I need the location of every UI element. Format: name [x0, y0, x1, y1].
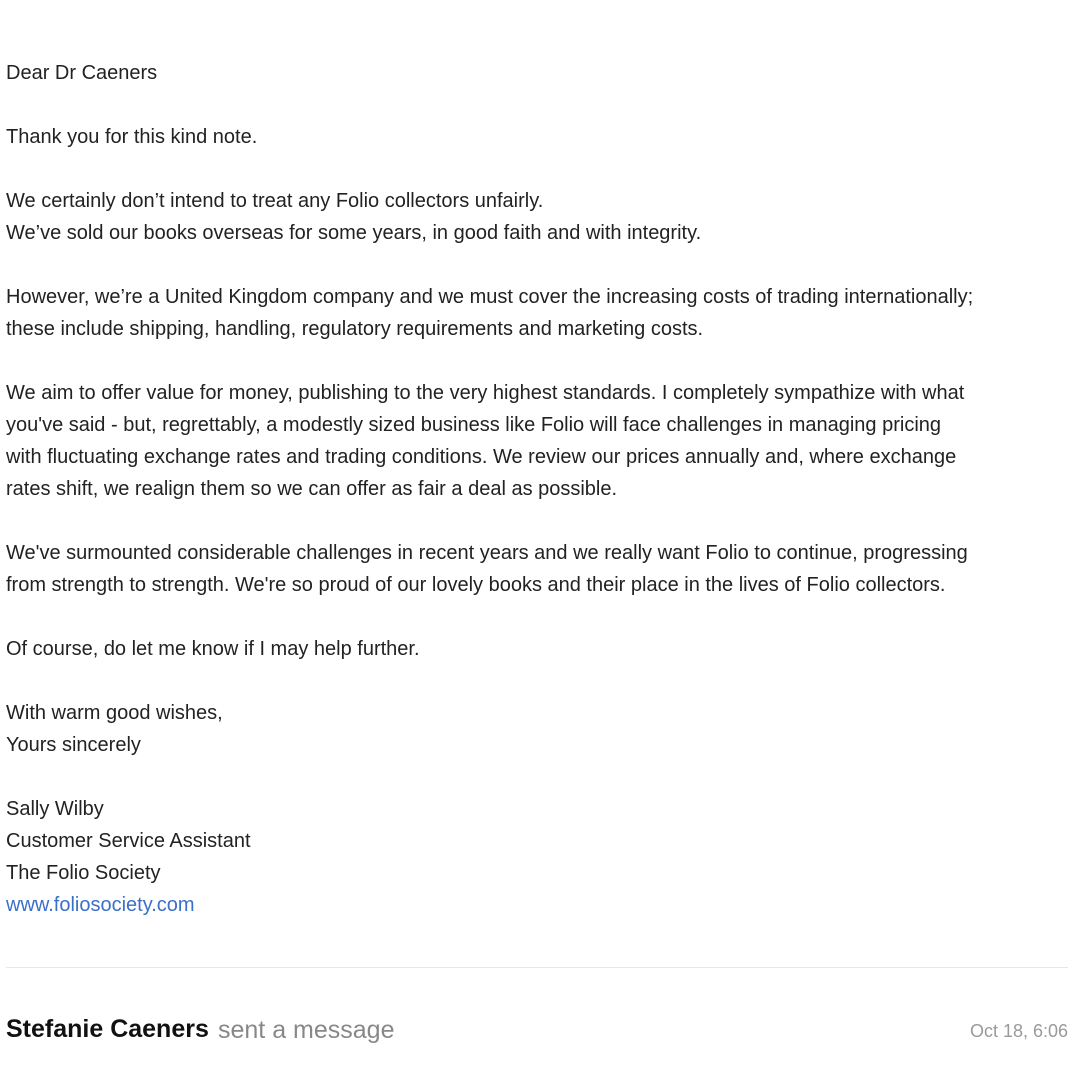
paragraph-fairness	[6, 185, 1074, 249]
signature	[6, 793, 1074, 921]
thread-divider	[6, 967, 1068, 968]
paragraph-line: Of course, do let me know if I may help further.	[6, 638, 420, 660]
signature-title: Customer Service Assistant	[6, 830, 251, 852]
paragraph-costs	[6, 281, 1074, 345]
paragraph-line: We aim to offer value for money, publishing to the very highest standards. I completely sympathize with what	[6, 382, 965, 404]
sender-action-text: sent a message	[218, 1016, 395, 1044]
paragraph-line: However, we’re a United Kingdom company and we must cover the increasing costs of trading internationally;	[6, 286, 974, 308]
closing	[6, 697, 1074, 761]
greeting-line: Dear Dr Caeners	[6, 62, 158, 84]
signature-website-link[interactable]: www.foliosociety.com	[6, 894, 195, 916]
thanks-paragraph	[6, 121, 1074, 153]
paragraph-line: from strength to strength. We're so proud of our lovely books and their place in the lives of Folio collectors.	[6, 574, 946, 596]
message-timestamp: Oct 18, 6:06	[969, 1021, 1068, 1041]
paragraph-help	[6, 633, 1074, 665]
message-body	[6, 57, 1074, 953]
sender-name[interactable]: Stefanie Caeners	[6, 1015, 209, 1043]
paragraph-line: We certainly don’t intend to treat any Folio collectors unfairly.	[6, 190, 544, 212]
signature-company: The Folio Society	[6, 862, 161, 884]
paragraph-pricing	[6, 377, 1074, 505]
signature-name: Sally Wilby	[6, 798, 104, 820]
paragraph-strength	[6, 537, 1074, 601]
paragraph-line: We’ve sold our books overseas for some years, in good faith and with integrity.	[6, 222, 702, 244]
paragraph-line: We've surmounted considerable challenges in recent years and we really want Folio to continue, progressing	[6, 542, 968, 564]
paragraph-line: with fluctuating exchange rates and trading conditions. We review our prices annually and, where exchange	[6, 446, 957, 468]
paragraph-line: these include shipping, handling, regulatory requirements and marketing costs.	[6, 318, 704, 340]
paragraph-line: rates shift, we realign them so we can offer as fair a deal as possible.	[6, 478, 618, 500]
closing-line: Yours sincerely	[6, 734, 141, 756]
closing-line: With warm good wishes,	[6, 702, 223, 724]
greeting	[6, 57, 1074, 89]
thanks-line: Thank you for this kind note.	[6, 126, 258, 148]
thread-message-header[interactable]	[6, 1015, 1068, 1055]
paragraph-line: you've said - but, regrettably, a modestly sized business like Folio will face challenges in managing pricing	[6, 414, 942, 436]
